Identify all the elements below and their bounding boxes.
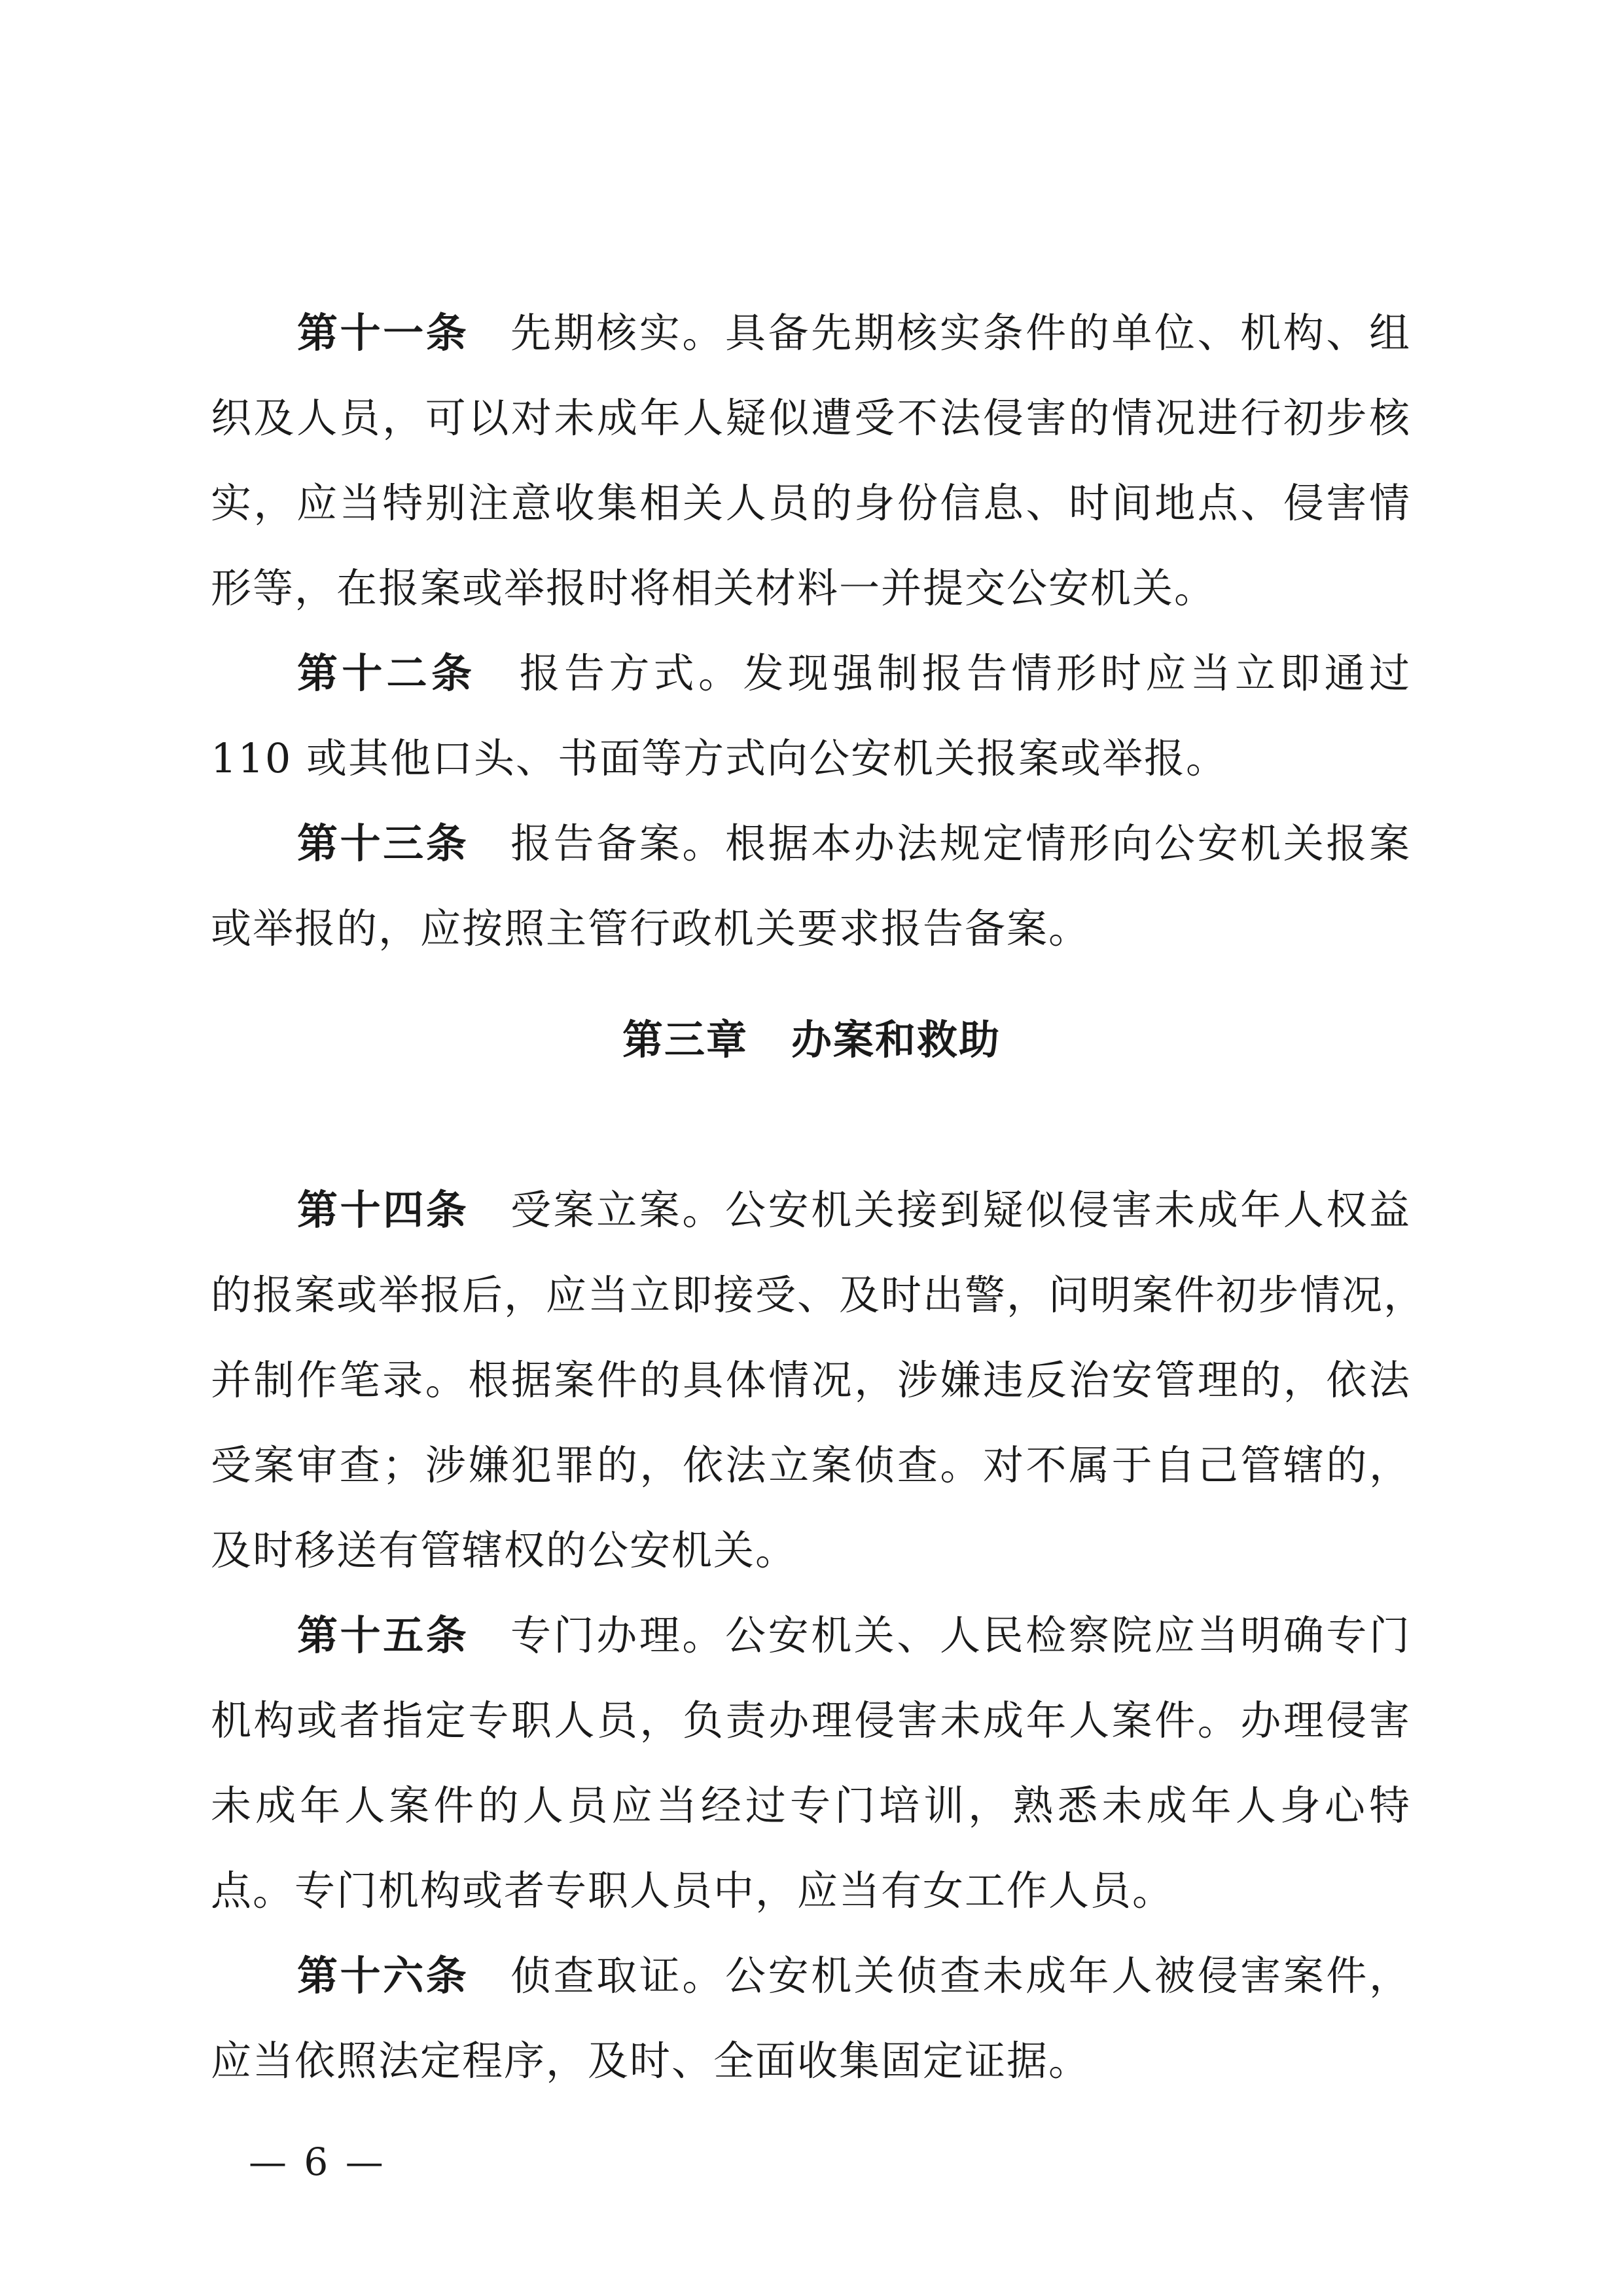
article-13-line-1: 第十三条 报告备案。根据本办法规定情形向公安机关报案 [297,819,1411,867]
article-11-line-1: 第十一条 先期核实。具备先期核实条件的单位、机构、组 [297,309,1411,357]
chapter-title: 办案和救助 [791,1016,1001,1064]
article-12-line-2: 110 或其他口头、书面等方式向公安机关报案或举报。 [211,734,1228,782]
article-16-line-2: 应当依照法定程序，及时、全面收集固定证据。 [211,2037,1091,2085]
article-14-line-1: 第十四条 受案立案。公安机关接到疑似侵害未成年人权益 [297,1186,1411,1234]
article-15-line-3: 未成年人案件的人员应当经过专门培训，熟悉未成年人身心特 [211,1782,1411,1829]
article-heading: 第十三条 [297,819,469,867]
chapter-heading [0,1013,1623,1067]
article-13-line-2: 或举报的，应按照主管行政机关要求报告备案。 [211,905,1091,952]
article-heading: 第十四条 [297,1186,469,1234]
article-heading: 第十一条 [297,309,469,357]
article-heading: 第十二条 [297,649,476,697]
article-15-line-1: 第十五条 专门办理。公安机关、人民检察院应当明确专门 [297,1611,1411,1659]
article-15-line-4: 点。专门机构或者专职人员中，应当有女工作人员。 [211,1867,1175,1914]
chapter-number: 第三章 [622,1016,748,1064]
article-14-line-3: 并制作笔录。根据案件的具体情况，涉嫌违反治安管理的，依法 [211,1356,1411,1404]
article-14-line-4: 受案审查；涉嫌犯罪的，依法立案侦查。对不属于自己管辖的， [211,1441,1411,1489]
article-12-line-1: 第十二条 报告方式。发现强制报告情形时应当立即通过 [297,649,1411,697]
article-11-line-4: 形等，在报案或举报时将相关材料一并提交公安机关。 [211,564,1217,612]
article-16-line-1: 第十六条 侦查取证。公安机关侦查未成年人被侵害案件， [297,1952,1411,2000]
article-14-line-2: 的报案或举报后，应当立即接受、及时出警，问明案件初步情况， [211,1271,1426,1319]
article-11-line-2: 织及人员，可以对未成年人疑似遭受不法侵害的情况进行初步核 [211,394,1411,442]
article-heading: 第十五条 [297,1611,469,1659]
page-number: — 6 — [249,2140,386,2184]
article-heading: 第十六条 [297,1952,469,2000]
article-14-line-5: 及时移送有管辖权的公安机关。 [211,1526,798,1574]
article-11-line-3: 实，应当特别注意收集相关人员的身份信息、时间地点、侵害情 [211,479,1411,527]
article-15-line-2: 机构或者指定专职人员，负责办理侵害未成年人案件。办理侵害 [211,1696,1411,1744]
